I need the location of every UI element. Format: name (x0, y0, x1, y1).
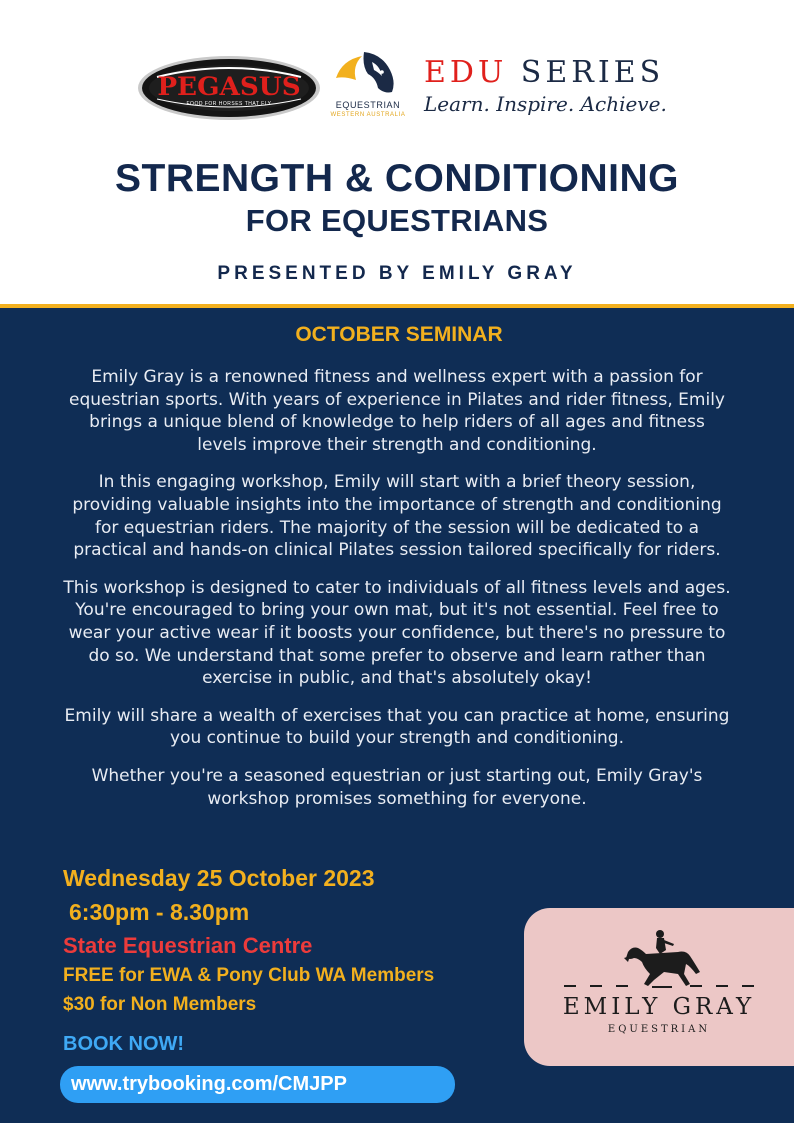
header-section (0, 0, 794, 305)
pegasus-logo-text: PEGASUS (157, 72, 301, 101)
equestrian-wa-logo (322, 48, 414, 124)
non-member-price: $30 for Non Members (63, 994, 257, 1015)
book-now-label: BOOK NOW! (63, 1033, 185, 1055)
event-time: 6:30pm - 8.30pm (69, 899, 250, 925)
description-paragraph: Emily Gray is a renowned fitness and wellness expert with a passion for equestrian sports. With years of experience in Pilates and rider fitness, Emily brings a unique blend of knowledge to help riders of all ages and fitness levels improve their strength and conditioning. (69, 367, 725, 455)
description-paragraph: In this engaging workshop, Emily will start with a brief theory session, providing valuable insights into the importance of strength and conditioning for equestrian riders. The majority of the session will be dedicated to a practical and hands-on clinical Pilates session tailored specifically for riders. (72, 472, 722, 561)
pegasus-logo (137, 55, 321, 121)
edu-series-logo (424, 55, 669, 127)
series-word: SERIES (520, 55, 665, 90)
emily-gray-logo-card (524, 908, 794, 1066)
edu-word: EDU (424, 55, 508, 90)
dashed-line-icon (564, 984, 754, 988)
description-paragraph: Emily will share a wealth of exercises that you can practice at home, ensuring you continue to build your strength and conditioning. (64, 705, 730, 749)
presenter-line: PRESENTED BY EMILY GRAY (217, 263, 577, 284)
emily-gray-logo-sub: EQUESTRIAN (607, 1024, 711, 1035)
description-paragraph: This workshop is designed to cater to individuals of all fitness levels and ages. You're encouraged to bring your own mat, but it's not essential. Feel free to wear your active wear if it boosts your confidence, but there's no pressure to do so. We understand that some prefer to observe and learn rather than exercise in public, and that's absolutely okay! (63, 577, 731, 689)
page-title: STRENGTH & CONDITIONING (115, 157, 679, 200)
description-paragraph: Whether you're a seasoned equestrian or just starting out, Emily Gray's workshop promises something for everyone. (91, 765, 703, 809)
member-price-note: FREE for EWA & Pony Club WA Members (63, 965, 435, 986)
horse-head-icon (322, 48, 414, 100)
seminar-heading: OCTOBER SEMINAR (295, 323, 503, 346)
horse-and-rider-icon (620, 928, 704, 990)
pegasus-logo-tagline: FOOD FOR HORSES THAT FLY (186, 101, 272, 107)
event-venue: State Equestrian Centre (63, 933, 313, 958)
page-subtitle: FOR EQUESTRIANS (245, 203, 549, 238)
edu-series-tagline: Learn. Inspire. Achieve. (424, 92, 667, 116)
equestrian-wa-name: EQUESTRIAN (335, 100, 401, 110)
event-details (63, 864, 523, 1057)
emily-gray-logo-name: EMILY GRAY (562, 994, 756, 1020)
seminar-description (62, 366, 732, 825)
equestrian-wa-sub: WESTERN AUSTRALIA (330, 112, 406, 118)
event-date: Wednesday 25 October 2023 (63, 865, 375, 891)
edu-series-wordmark (424, 55, 669, 90)
booking-link-button[interactable]: www.trybooking.com/CMJPP (60, 1066, 455, 1103)
